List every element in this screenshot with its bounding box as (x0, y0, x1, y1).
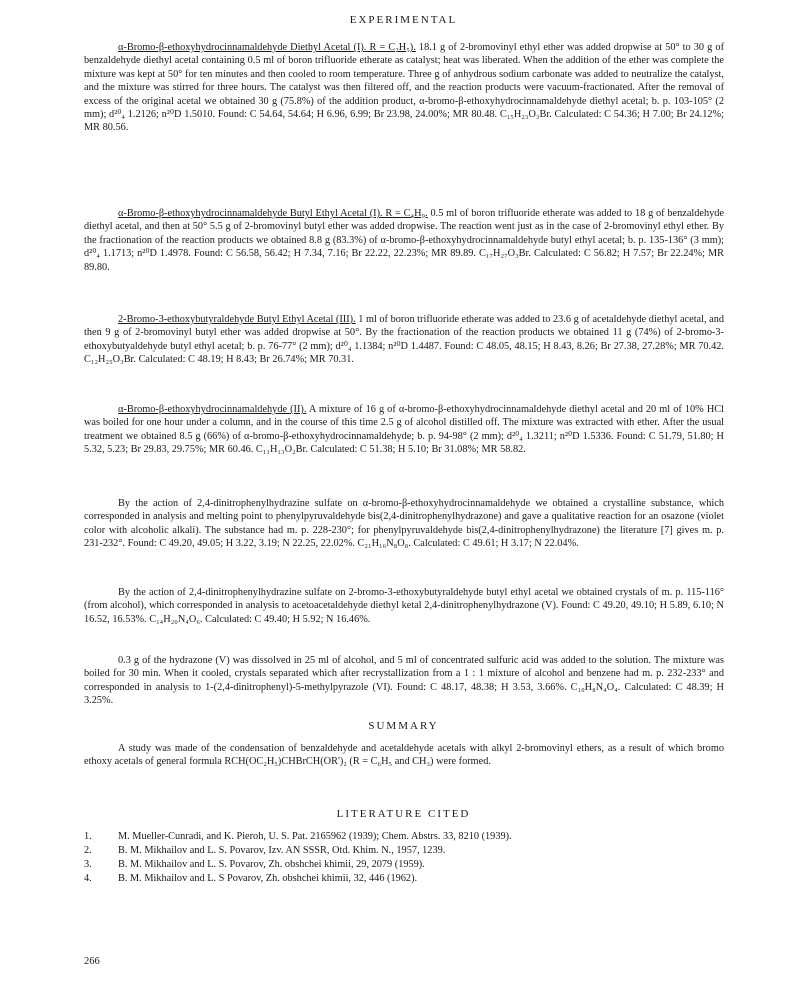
reference-list (84, 830, 724, 886)
reference-text: B. M. Mikhailov and L. S. Povarov, Izv. AN SSSR, Otd. Khim. N., 1957, 1239. (118, 845, 446, 856)
reference-number: 4. (84, 873, 92, 884)
summary-paragraph (84, 742, 724, 769)
reference-item (84, 858, 724, 872)
section-heading-experimental: EXPERIMENTAL (349, 14, 458, 26)
reference-text: M. Mueller-Cunradi, and K. Pieroh, U. S. Pat. 2165962 (1939); Chem. Abstrs. 33, 8210 (1939). (118, 831, 512, 842)
summary-body: A study was made of the condensation of benzaldehyde and acetaldehyde acetals with alkyl 2-bromovinyl ethers, as a result of which bromo ethoxy acetals of general formula RCH(OC₂H₅)CHBrCH(OR')₂ (R = C₆H₅ and CH₃) were formed. (84, 743, 724, 768)
paragraph-osazone (84, 497, 724, 551)
page-number: 266 (84, 956, 100, 967)
paragraph-title: α-Bromo-β-ethoxyhydrocinnamaldehyde Diethyl Acetal (I). R = C₂H₅). (118, 42, 416, 53)
paragraph-body: By the action of 2,4-dinitrophenylhydrazine sulfate on 2-bromo-3-ethoxybutyraldehyde butyl ethyl acetal we obtained crystals of m. p. 115-116° (from alcohol), which corresponded in analysis to acetoacetaldehyde diethyl ketal 2,4-dinitrophenylhydrazone (V). Found: C 49.20, 49.10; H 5.89, 6.10; N 16.52, 16.53%. C₁₄H₂₀N₄O₆. Calculated: C 49.40; H 5.92; N 16.46%. (84, 587, 724, 625)
paragraph-aldehyde-ii (84, 403, 724, 457)
section-heading-literature: LITERATURE CITED (336, 808, 471, 820)
paragraph-body: 0.3 g of the hydrazone (V) was dissolved in 25 ml of alcohol, and 5 ml of concentrated sulfuric acid was added to the solution. The mixture was boiled for 30 min. When it cooled, crystals separated which after recrystallization from a 1 : 1 mixture of alcohol and benzene had m. p. 232-233° and corresponded in analysis to 1-(2,4-dinitrophenyl)-5-methylpyrazole (VI). Found: C 48.17, 48.38; H 3.53, 3.66%. C₁₀H₈N₄O₄. Calculated: C 48.39; H 3.25%. (84, 655, 724, 707)
reference-item (84, 844, 724, 858)
paragraph-body: By the action of 2,4-dinitrophenylhydrazine sulfate on α-bromo-β-ethoxyhydrocinnamaldehyde we obtained a crystalline substance, which corresponded in analysis and melting point to phenylpyruvaldehyde bis(2,4-dinitrophenylhydrazone) and gave a qualitative reaction for an osazone (violet color with alcoholic alkali). The substance had m. p. 228-230°; for phenylpyruvaldehyde bis(2,4-dinitrophenylhydrazone) the literature [7] gives m. p. 231-232°. Found: C 49.20, 49.05; H 3.22, 3.19; N 22.25, 22.02%. C₂₁H₁₆N₈O₈. Calculated: C 49.61; H 3.17; N 22.04%. (84, 498, 724, 550)
paragraph-title: α-Bromo-β-ethoxyhydrocinnamaldehyde (II). (118, 404, 307, 415)
paragraph-body: A mixture of 16 g of α-bromo-β-ethoxyhydrocinnamaldehyde diethyl acetal and 20 ml of 10% HCl was boiled for one hour under a column, and in the course of this time 2.5 g of alcohol distilled off. The mixture was extracted with ether. After the usual treatment we obtained 8.5 g (66%) of α-bromo-β-ethoxyhydrocinnamaldehyde; b. p. 94-98° (2 mm); d²⁰₄ 1.3211; n²⁰D 1.5336. Found: C 51.79, 51.80; H 5.32, 5.23; Br 29.83, 29.75%; MR 60.46. C₁₁H₁₃O₂Br. Calculated: C 51.38; H 5.10; Br 31.08%; MR 58.82. (84, 404, 724, 456)
paragraph-acetal-iii (84, 313, 724, 367)
reference-text: B. M. Mikhailov and L. S Povarov, Zh. obshchei khimii, 32, 446 (1962). (118, 873, 418, 884)
paragraph-acetal-i (84, 41, 724, 135)
reference-item (84, 872, 724, 886)
reference-text: B. M. Mikhailov and L. S. Povarov, Zh. obshchei khimii, 29, 2079 (1959). (118, 859, 425, 870)
paragraph-pyrazole-vi (84, 654, 724, 708)
reference-number: 2. (84, 845, 92, 856)
paragraph-title: α-Bromo-β-ethoxyhydrocinnamaldehyde Butyl Ethyl Acetal (I). R = C₄H₉. (118, 208, 428, 219)
paragraph-hydrazone-v (84, 586, 724, 626)
paragraph-body: 0.5 ml of boron trifluoride etherate was added to 18 g of benzaldehyde diethyl acetal, and then at 50° 5.5 g of 2-bromovinyl butyl ether was added dropwise. The reaction went just as in the case of 2-bromovinyl ethyl ether. By the fractionation of the reaction products we obtained 8.8 g (83.3%) of α-bromo-β-ethoxyhydrocinnamaldehyde butyl ethyl acetal; b. p. 135-136° (3 mm); d²⁰₄ 1.1713; n²⁰D 1.4978. Found: C 56.58, 56.42; H 7.34, 7.16; Br 22.22, 22.23%; MR 89.89. C₁₇H₂₇O₃Br. Calculated: C 56.82; H 7.57; Br 22.24%; MR 89.80. (84, 208, 724, 273)
reference-item (84, 830, 724, 844)
section-heading-summary: SUMMARY (368, 720, 439, 732)
reference-number: 3. (84, 859, 92, 870)
paragraph-body: 1 ml of boron trifluoride etherate was added to 23.6 g of acetaldehyde diethyl acetal, and then 9 g of 2-bromovinyl butyl ether was added dropwise at 50°. By the fractionation of the reaction products we obtained 11 g (74%) of 2-bromo-3-ethoxybutyaldehyde butyl ethyl acetal; b. p. 76-77° (2 mm); d²⁰₄ 1.1384; n²⁰D 1.4487. Found: C 48.05, 48.15; H 8.43, 8.26; Br 27.38, 27.28%; MR 70.42. C₁₂H₂₅O₃Br. Calculated: C 48.19; H 8.43; Br 26.74%; MR 70.31. (84, 314, 725, 366)
reference-number: 1. (84, 831, 92, 842)
paragraph-butyl-acetal-i (84, 207, 724, 274)
paragraph-title: 2-Bromo-3-ethoxybutyraldehyde Butyl Ethyl Acetal (III). (118, 314, 356, 325)
paragraph-body: 18.1 g of 2-bromovinyl ethyl ether was added dropwise at 50° to 30 g of benzaldehyde diethyl acetal containing 0.5 ml of boron trifluoride etherate as catalyst; heat was liberated. When the addition of the ether was complete the mixture was kept at 50° for ten minutes and then cooled to room temperature. Three g of anhydrous sodium carbonate was added to neutralize the catalyst, and the mixture was stirred for three hours. The catalyst was then filtered off, and the reaction products were vacuum-fractionated. After the removal of excess of the original acetal we obtained 30 g (75.8%) of the addition product, α-bromo-β-ethoxyhydrocinnamaldehyde diethyl acetal; b. p. 103-105° (2 mm); d²⁰₄ 1.2126; n²⁰D 1.5010. Found: C 54.64, 54.64; H 6.96, 6.99; Br 23.98, 24.00%; MR 80.48. C₁₅H₂₃O₃Br. Calculated: C 54.36; H 7.00; Br 24.12%; MR 80.56. (84, 42, 724, 134)
